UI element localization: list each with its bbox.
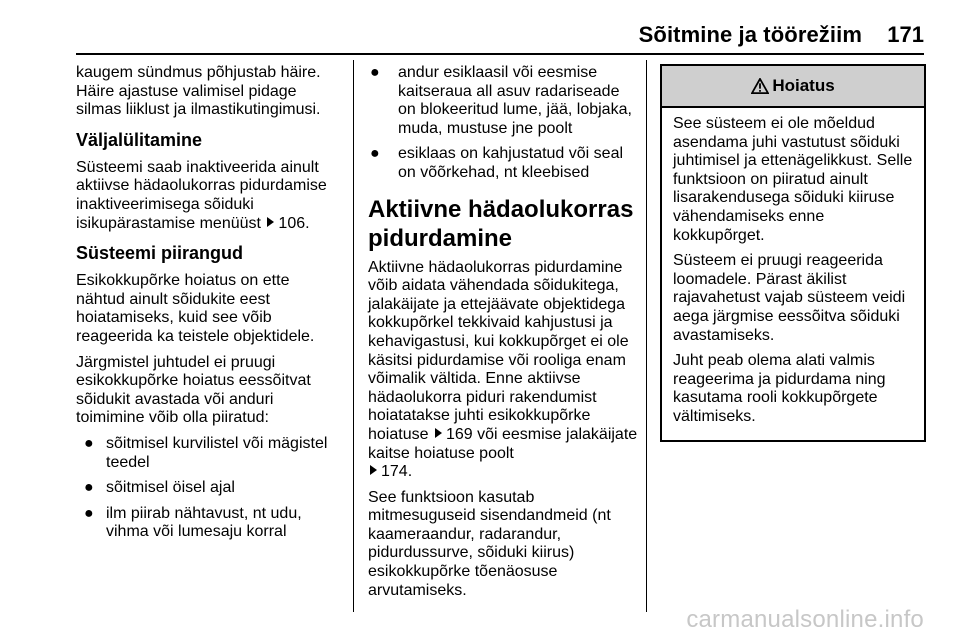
- bullet-icon: ●: [84, 479, 94, 497]
- list-item: [368, 64, 638, 138]
- warning-body: [662, 108, 924, 440]
- warning-box: [660, 64, 926, 442]
- page-reference[interactable]: 106.: [278, 214, 310, 232]
- column-divider: [646, 60, 647, 612]
- warning-paragraph-1: See süsteem ei ole mõeldud asendama juhi vastutust sõiduki juhtimisel ja ettenägelikkust. Selle funktsioon on piiratud ainult lisarakendusega sõiduki kiiruse vähendamiseks enne kokkupõrget.: [673, 115, 913, 244]
- page-title: Sõitmine ja töörežiim: [638, 22, 862, 47]
- list-item-text: andur esiklaasil või eesmise kaitseraua all asuv radariseade on blokeeritud lume, jää, lobjaka, muda, mustuse jne poolt: [398, 64, 632, 137]
- list-item-text: esiklaas on kahjustatud või seal on võõrkehad, nt kleebised: [398, 145, 624, 181]
- bullet-icon: ●: [84, 434, 94, 452]
- limitations-paragraph-1: Esikokkupõrke hoiatus on ette nähtud ainult sõidukite eest hoiatamiseks, kuid see võib reageerida ka teistele objektidele.: [76, 272, 315, 345]
- deactivation-paragraph: [76, 159, 342, 233]
- xref-arrow-icon: [267, 217, 274, 227]
- page-reference[interactable]: 174.: [381, 463, 413, 481]
- warning-triangle-icon: [751, 78, 769, 94]
- watermark: carmanualsonline.info: [686, 606, 924, 633]
- warning-paragraph-2: Süsteem ei pruugi reageerida loomadele. Pärast äkilist rajavahetust vajab süsteem veidi aega järgmise eessõitva sõiduki avastamiseks.: [673, 252, 906, 344]
- column-divider: [353, 60, 354, 612]
- bullet-icon: ●: [84, 504, 94, 522]
- list-item: [368, 145, 638, 182]
- list-item-text: sõitmisel kurvilistel või mägistel teedel: [106, 434, 328, 471]
- intro-paragraph: kaugem sündmus põhjustab häire. Häire ajastuse valimisel pidage silmas liiklust ja ilmastikutingimusi.: [76, 64, 321, 119]
- deactivation-text: Süsteemi saab inaktiveerida ainult aktiivse hädaolukorras pidurdamise inaktiveerimisega sõiduki isikupärastamise menüüst: [76, 158, 327, 232]
- braking-text: Aktiivne hädaolukorras pidurdamine võib aidata vähendada sõidukitega, jalakäijate ja ettejäävate objektidega kokkupõrkel tekkivaid kahjustusi ja kehavigastusi, kui kokkupõrget ei ole käsitsi pidurdamise või rooliga enam võimalik vältida. Enne aktiivse hädaolukorra piduri rakendumist hoiatatakse juhti esikokkupõrke hoiatuse: [368, 258, 629, 443]
- braking-paragraph-1: [368, 259, 638, 482]
- column-left: [76, 64, 342, 549]
- section-heading-limitations: Süsteemi piirangud: [76, 243, 244, 264]
- bullet-icon: ●: [370, 145, 380, 163]
- page-number: 171: [887, 22, 924, 47]
- list-item: [76, 505, 342, 542]
- column-right: [660, 64, 924, 442]
- section-heading-active-emergency-braking: Aktiivne hädaolukorras pidurdamine: [368, 195, 634, 252]
- page-header: [0, 0, 960, 54]
- page-reference[interactable]: 169 või eesmise jalakäijate kaitse hoiatuse poolt: [368, 425, 638, 462]
- header-rule: [76, 53, 924, 55]
- limitations-list-continued: [368, 64, 638, 183]
- list-item: [76, 435, 342, 472]
- limitations-list: [76, 435, 342, 542]
- warning-title: Hoiatus: [772, 75, 835, 95]
- list-item: [76, 479, 342, 498]
- section-heading-deactivation: Väljalülitamine: [76, 129, 203, 150]
- column-middle: [368, 64, 638, 607]
- xref-arrow-icon: [370, 465, 377, 475]
- limitations-paragraph-2: Järgmistel juhtudel ei pruugi esikokkupõrke hoiatus eessõitvat sõidukit avastada või anduri toimimine võib olla piiratud:: [76, 353, 311, 427]
- warning-header: [662, 66, 924, 108]
- braking-paragraph-2: See funktsioon kasutab mitmesuguseid sisendandmeid (nt kaameraandur, radarandur, pidurdussurve, sõiduki kiirus) esikokkupõrke tõenäosuse arvutamiseks.: [368, 488, 611, 599]
- bullet-icon: ●: [370, 64, 380, 81]
- list-item-text: ilm piirab nähtavust, nt udu, vihma või lumesaju korral: [106, 504, 302, 541]
- list-item-text: sõitmisel öisel ajal: [106, 479, 235, 497]
- warning-paragraph-3: Juht peab olema alati valmis reageerima ja pidurdama ning kasutama rooli kokkupõrgete vältimiseks.: [673, 352, 886, 425]
- xref-arrow-icon: [435, 428, 442, 438]
